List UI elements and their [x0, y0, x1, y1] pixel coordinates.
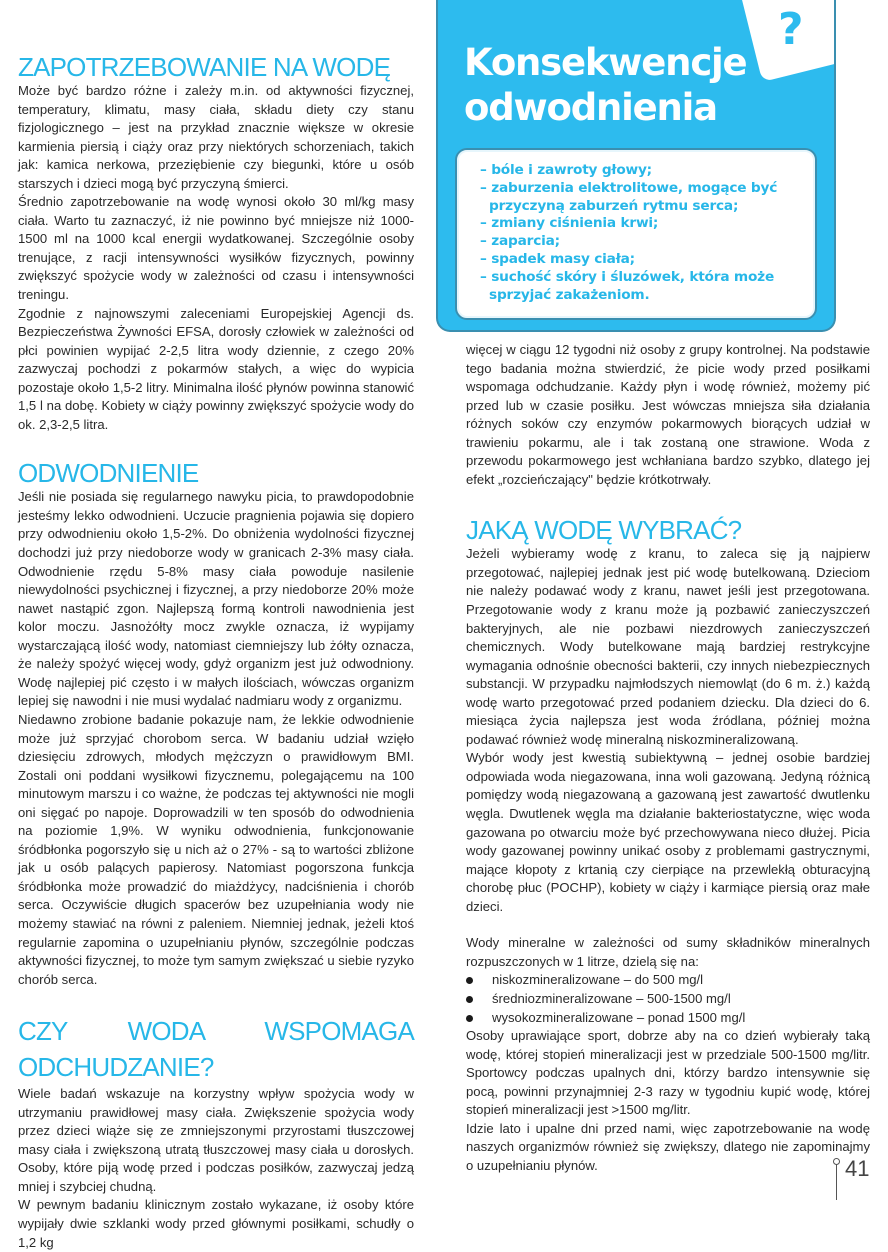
list-item-text: niskozmineralizowane – do 500 mg/l [492, 972, 704, 988]
list-item: – zaburzenia elektrolitowe, mogące być przyczyną zaburzeń rytmu serca; [480, 179, 778, 214]
heading-water-demand: ZAPOTRZEBOWANIE NA WODĘ [18, 52, 391, 82]
bullet-icon [466, 996, 473, 1003]
list-item: – zmiany ciśnienia krwi; [480, 215, 659, 232]
callout-title-line2: odwodnienia [464, 86, 717, 129]
list-item: – spadek masy ciała; [480, 250, 635, 267]
consequences-list [457, 150, 815, 304]
paragraph: Niedawno zrobione badanie pokazuje nam, że lekkie odwodnienie może już sprzyjać chorobom serca. W badaniu udział wzięło dziesięciu zdrowych, młodych mężczyzn o prawidłowym BMI. Zostali oni poddani wysiłkowi fizycznemu, polegającemu na 100 minutowym marszu i co ważne, że podczas tej aktywności nie mogli oni sięgać po napoje. Doprowadzili w ten sposób do odwodnienia na poziomie 1,9%. W wyniku odwodnienia, funkcjonowanie śródbłonka pogorszyło się u nich aż o 27% - są to wartości zbliżone jak u osób palących papierosy. Natomiast pogorszona funkcja śródbłonka może prowadzić do miażdżycy, nadciśnienia i chorób serca. Oczywiście długich spacerów bez uzupełniania wody nie możemy stawiać na równi z paleniem. Niemniej jednak, jeżeli ktoś regularnie zapomina o uzupełnianiu płynów, szczególnie podczas aktywności fizycznej, to może tym samym zwiększać u siebie ryzyko chorób serca. [18, 711, 414, 987]
spacer [466, 916, 870, 934]
right-column [466, 341, 870, 1175]
mineralization-list [466, 971, 870, 1027]
list-item: – suchość skóry i śluzówek, która może sprzyjać zakażeniom. [480, 268, 775, 303]
callout-title [464, 40, 746, 130]
list-item [466, 971, 870, 990]
list-item: – bóle i zawroty głowy; [480, 162, 652, 178]
paragraph: Średnio zapotrzebowanie na wodę wynosi około 30 ml/kg masy ciała. Warto tu zaznaczyć, iż nie powinno być mniejsze niż 1000-1500 ml na 1000 kcal energii wydatkowanej. Szczególnie osoby trenujące, z racji intensywności wysiłków fizycznych, powinny zwiększyć spożycie wody w zależności od czasu i intensywności treningu. [18, 194, 414, 303]
dehydration-consequences-callout [436, 0, 836, 332]
paragraph: Zgodnie z najnowszymi zaleceniami Europejskiej Agencji ds. Bezpieczeństwa Żywności EFSA, dorosły człowiek w zależności od płci powinien wypijać 2-2,5 litra wody dziennie, z czego 20% zazwyczaj pochodzi z pokarmów stałych, a więc do wypicia pozostaje około 1,5-2 litry. Minimalna ilość płynów powinna stanowić 1,5 l na dobę. Kobiety w ciąży powinny zwiększyć spożycie wody do ok. 2,3-2,5 litra. [18, 305, 414, 432]
bullet-icon [466, 977, 473, 984]
page-number-rule [836, 1163, 837, 1200]
list-item-text: wysokozmineralizowane – ponad 1500 mg/l [492, 1009, 746, 1025]
list-item-text: średniozmineralizowane – 500-1500 mg/l [492, 990, 731, 1006]
page-number: 41 [845, 1156, 870, 1181]
paragraph: Jeśli nie posiada się regularnego nawyku picia, to prawdopodobnie jesteśmy lekko odwodnieni. Uczucie pragnienia pojawia się dopiero przy odwodnieniu około 1,5-2%. Do obniżenia wydolności fizycznej dochodzi już przy niedoborze wody w granicach 2-3% masy ciała. Odwodnienie rzędu 5-8% masy ciała powoduje nasilenie niewydolności psychicznej i fizycznej, a przy niedoborze 20% może nawet nastąpić zgon. Najlepszą formą kontroli nawodnienia jest kolor moczu. Jasnożółty mocz zwykle oznacza, iż wypijamy wystarczającą ilość wody, natomiast ciemniejszy lub żółty oznacza, że należy spożyć więcej wody, gdyż organizm jest już odwodniony. Wodę najlepiej pić często i w małych ilościach, wówczas organizm lepiej się nawodni i nie musi wydalać nadmiaru wody z organizmu. [18, 489, 414, 709]
heading-which-water: JAKĄ WODĘ WYBRAĆ? [466, 515, 742, 546]
question-mark-icon: ? [778, 4, 804, 55]
list-item [466, 990, 870, 1009]
page-number-marker-icon [833, 1158, 840, 1165]
paragraph: Wody mineralne w zależności od sumy składników mineralnych rozpuszczonych w 1 litrze, dzielą się na: [466, 935, 870, 969]
paragraph: Osoby uprawiające sport, dobrze aby na co dzień wybierały taką wodę, której stopień mineralizacji jest w przedziale 500-1500 mg/litr. Sportowcy podczas upalnych dni, którzy bardzo intensywnie się pocą, powinni przynajmniej 2-3 razy w tygodniu kupić wodę, której stopień mineralizacji jest >1500 mg/litr. [466, 1028, 870, 1118]
bullet-icon [466, 1015, 473, 1022]
list-item [466, 1009, 870, 1028]
heading-weight-loss: CZY WODA WSPOMAGA ODCHUDZANIE? [18, 1016, 414, 1083]
paragraph: Jeżeli wybieramy wodę z kranu, to zaleca się ją najpierw przegotować, najlepiej jednak jest pić wodę butelkowaną. Dzieciom nie należy podawać wody z kranu, nawet jeśli jest przegotowana. Przegotowanie wody z kranu może ją pozbawić zanieczyszczeń bakteryjnych, ale nie pozbawi niezdrowych zanieczyszczeń chemicznych. Wody butelkowane mają bardziej restrykcyjne wymagania odnośnie obecności bakterii, czy innych niebezpiecznych substancji. W przypadku najmłodszych niemowląt (do 6 m. ż.) każdą wodę warto przegotować przed podaniem dziecku. Dla dzieci do 6. miesiąca życia najlepsza jest woda źródlana, później można podawać również wodę mineralną niskozmineralizowaną. [466, 546, 870, 747]
left-column [18, 48, 414, 1252]
paragraph: więcej w ciągu 12 tygodni niż osoby z grupy kontrolnej. Na podstawie tego badania można stwierdzić, że picie wody przed posiłkami wspomaga odchudzanie. Każdy płyn i wodę również, możemy pić przed lub w czasie posiłku. Jest wówczas mniejsza siła działania różnych soków czy enzymów pokarmowych biorących udział w trawieniu pokarmu, ale i tak zostaną one strawione. Woda z przewodu pokarmowego jest wchłaniana bardzo szybko, dlatego jej efekt „rozcieńczający" będzie krótkotrwały. [466, 342, 870, 487]
callout-title-line1: Konsekwencje [464, 41, 747, 84]
paragraph: Wiele badań wskazuje na korzystny wpływ spożycia wody w utrzymaniu prawidłowej masy ciała. Zwiększenie spożycia wody przez dzieci wiąże się ze zmniejszonymi przyrostami tłuszczowej masy ciała i zwiększoną utratą tłuszczowej masy ciała u dorosłych. Osoby, które piją wodę przed i podczas posiłków, zazwyczaj jedzą mniej i szybciej chudną. [18, 1086, 414, 1194]
callout-list-card [455, 148, 817, 320]
paragraph: Może być bardzo różne i zależy m.in. od aktywności fizycznej, temperatury, klimatu, masy ciała, składu diety czy stanu fizjologicznego – jest na przykład znacznie większe w okresie karmienia piersią i ciąży oraz przy niektórych schorzeniach, takich jak: kamica nerkowa, przeziębienie czy biegunki, które u osób starszych i dzieci mogą być przyczyną śmierci. [18, 83, 414, 191]
paragraph: Idzie lato i upalne dni przed nami, więc zapotrzebowanie na wodę naszych organizmów również się zwiększy, dlatego nie zapominajmy o uzupełnianiu płynów. [466, 1120, 870, 1173]
paragraph: W pewnym badaniu klinicznym zostało wykazane, iż osoby które wypijały dwie szklanki wody przed głównymi posiłkami, schudły o 1,2 kg [18, 1197, 414, 1250]
paragraph: Wybór wody jest kwestią subiektywną – jednej osobie bardziej odpowiada woda niegazowana, inna woli gazowaną. Jedyną różnicą pomiędzy wodą niegazowaną a gazowaną jest zawartość dwutlenku węgla. Dwutlenek węgla ma działanie bakteriostatyczne, więc woda gazowana po otwarciu może być przechowywana nieco dłużej. Picia wody gazowanej powinny unikać osoby z problemami gastrycznymi, mające kłopoty z krtanią czy cierpiące na przewlekłą obturacyjną chorobę płuc (POCHP), kobiety w ciąży i karmiące piersią oraz małe dzieci. [466, 750, 870, 914]
heading-dehydration: ODWODNIENIE [18, 458, 199, 489]
list-item: – zaparcia; [480, 233, 560, 250]
